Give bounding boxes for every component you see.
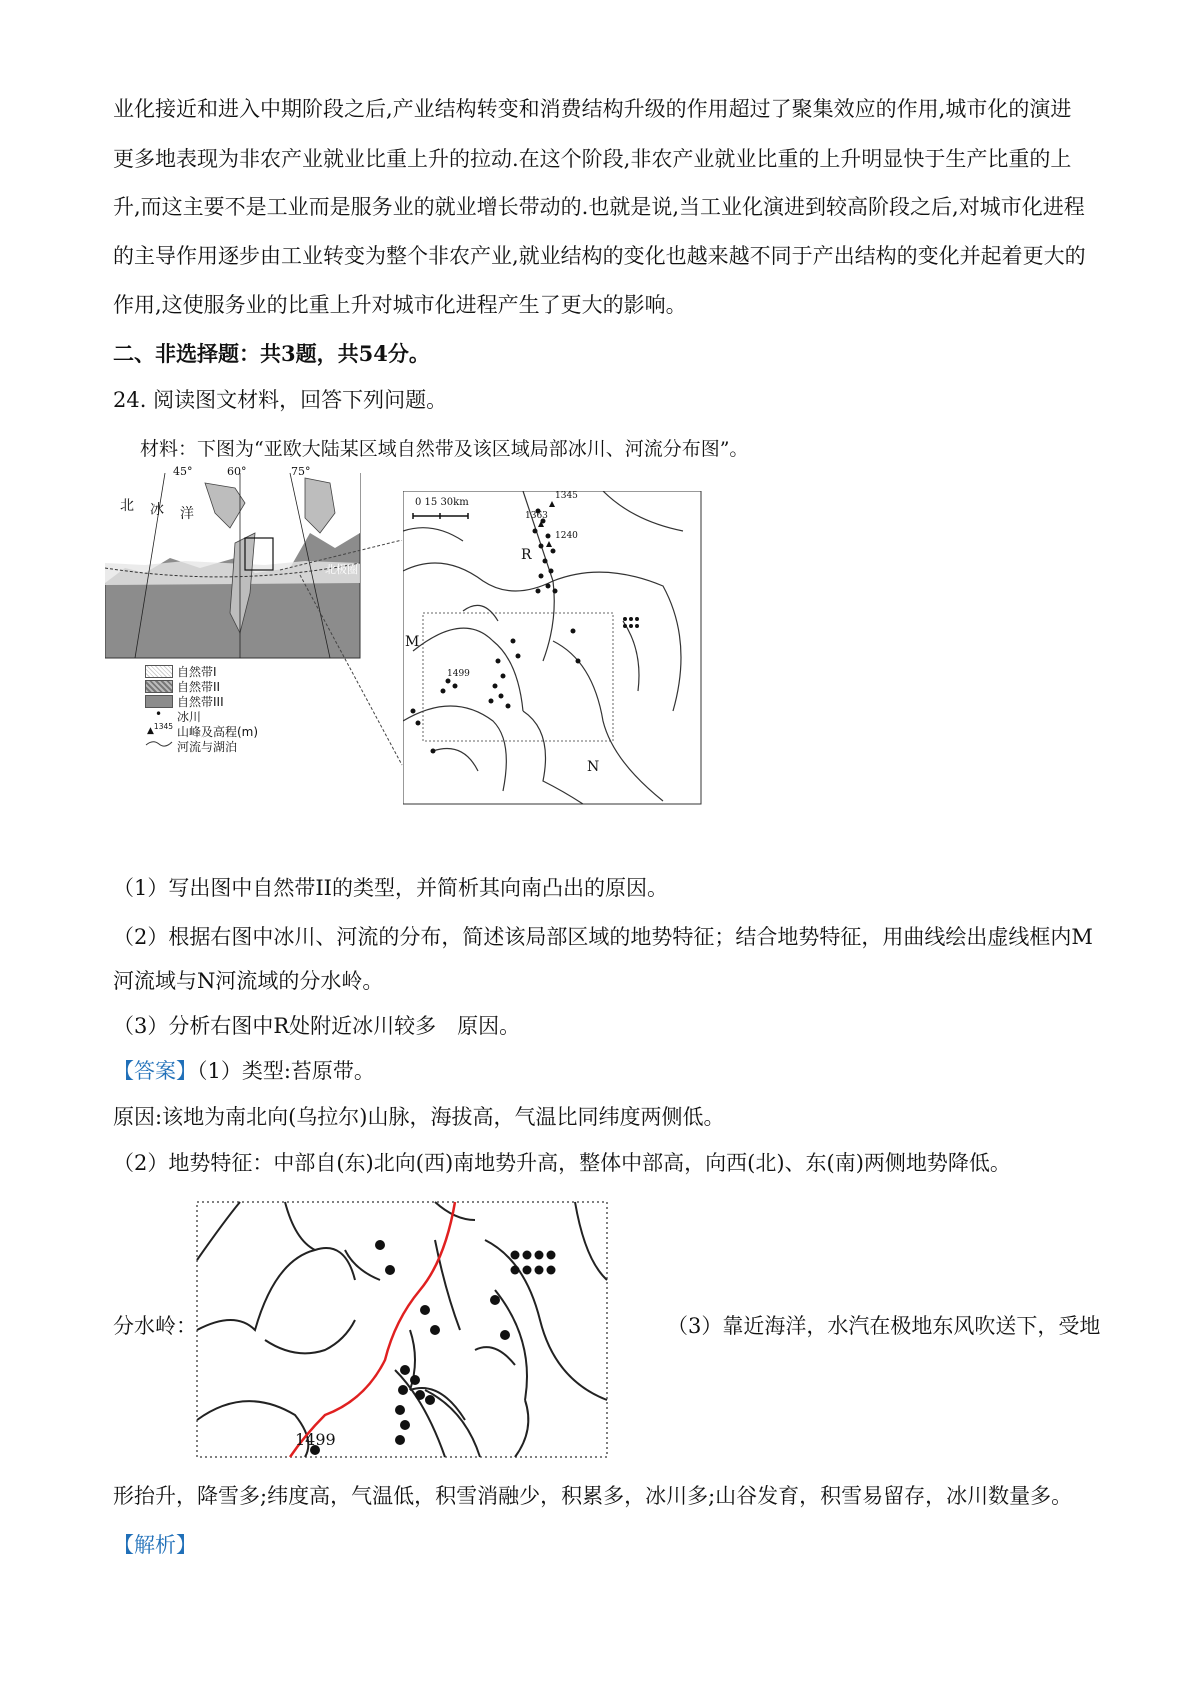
legend-label-1: 自然带I (177, 665, 217, 679)
watershed-map (195, 1200, 610, 1460)
sea-label-ice: 冰 (150, 502, 164, 518)
lon-60: 60° (227, 465, 247, 478)
lon-75: 75° (291, 465, 311, 478)
peak-1499: 1499 (447, 669, 470, 679)
legend-label-3: 自然带III (177, 695, 224, 709)
legend-label-4: 冰川 (177, 710, 202, 724)
answer-1-reason: 原因:该地为南北向(乌拉尔)山脉，海拔高，气温比同纬度两侧低。 (113, 1105, 725, 1129)
question-24: 24. 阅读图文材料，回答下列问题。 (113, 388, 448, 412)
legend-swatch-1 (145, 665, 173, 678)
paragraph-line-4: 的主导作用逐步由工业转变为整个非农产业,就业结构的变化也越来越不同于产出结构的变化并起着更大的 (113, 244, 1086, 268)
answer-line-1 (113, 1058, 375, 1084)
peak-1345: 1345 (555, 491, 578, 501)
watershed-peak-label: 1499 (295, 1430, 336, 1449)
arctic-circle-label: 北极圈 (325, 563, 358, 576)
answer-3-end: 形抬升，降雪多;纬度高，气温低，积雪消融少，积累多，冰川多;山谷发育，积雪易留存，冰川数量多。 (113, 1484, 1073, 1508)
right-map-figure (403, 491, 703, 806)
legend-label-5: 山峰及高程(m) (177, 725, 259, 739)
answer-tag: 【答案】 (113, 1059, 197, 1083)
paragraph-line-5: 作用,这使服务业的比重上升对城市化进程产生了更大的影响。 (113, 293, 687, 317)
label-N: N (587, 759, 600, 775)
peak-1363: 1363 (525, 511, 548, 521)
legend-glacier-icon: • (155, 707, 163, 721)
peak-1240: 1240 (555, 531, 578, 541)
watershed-label: 分水岭： (113, 1314, 197, 1338)
answer-2: （2）地势特征：中部自(东)北向(西)南地势升高，整体中部高，向西(北)、东(南)两侧地势降低。 (113, 1151, 1011, 1175)
sea-label-ocean: 洋 (180, 506, 194, 522)
sub-question-2-cont: 河流域与N河流域的分水岭。 (113, 969, 384, 993)
label-R: R (521, 547, 532, 563)
watershed-figure (195, 1200, 610, 1460)
answer-3-start: （3）靠近海洋，水汽在极地东风吹送下，受地 (667, 1314, 1101, 1338)
legend-river-icon (145, 737, 173, 749)
sub-question-3: （3）分析右图中R处附近冰川较多 原因。 (113, 1014, 521, 1038)
legend-label-6: 河流与湖泊 (177, 740, 238, 754)
label-M: M (405, 634, 420, 650)
paragraph-line-1: 业化接近和进入中期阶段之后,产业结构转变和消费结构升级的作用超过了聚集效应的作用,城市化的演进 (113, 97, 1072, 121)
right-map (403, 491, 703, 806)
answer-1: （1）类型:苔原带。 (197, 1059, 375, 1083)
sub-question-1: （1）写出图中自然带II的类型，并简析其向南凸出的原因。 (113, 876, 668, 900)
connector-lines (270, 540, 410, 770)
paragraph-line-2: 更多地表现为非农产业就业比重上升的拉动.在这个阶段,非农产业就业比重的上升明显快于生产比重的上 (113, 147, 1072, 171)
legend-label-2: 自然带II (177, 680, 221, 694)
legend-peak-icon: ▲$^{1345}$ (147, 722, 174, 736)
legend-swatch-2 (145, 680, 173, 693)
paragraph-line-3: 升,而这主要不是工业而是服务业的就业增长带动的.也就是说,当工业化演进到较高阶段之后,对城市化进程 (113, 195, 1085, 219)
sea-label-north: 北 (120, 498, 134, 514)
sub-question-2: （2）根据右图中冰川、河流的分布，简述该局部区域的地势特征；结合地势特征，用曲线绘出虚线框内M (113, 925, 1093, 949)
material-text: 材料：下图为“亚欧大陆某区域自然带及该区域局部冰川、河流分布图”。 (140, 438, 749, 460)
scale-label: 0 15 30km (415, 497, 469, 508)
lon-45: 45° (173, 465, 193, 478)
analysis-tag: 【解析】 (113, 1533, 197, 1557)
section-heading: 二、非选择题：共3题，共54分。 (113, 341, 430, 366)
